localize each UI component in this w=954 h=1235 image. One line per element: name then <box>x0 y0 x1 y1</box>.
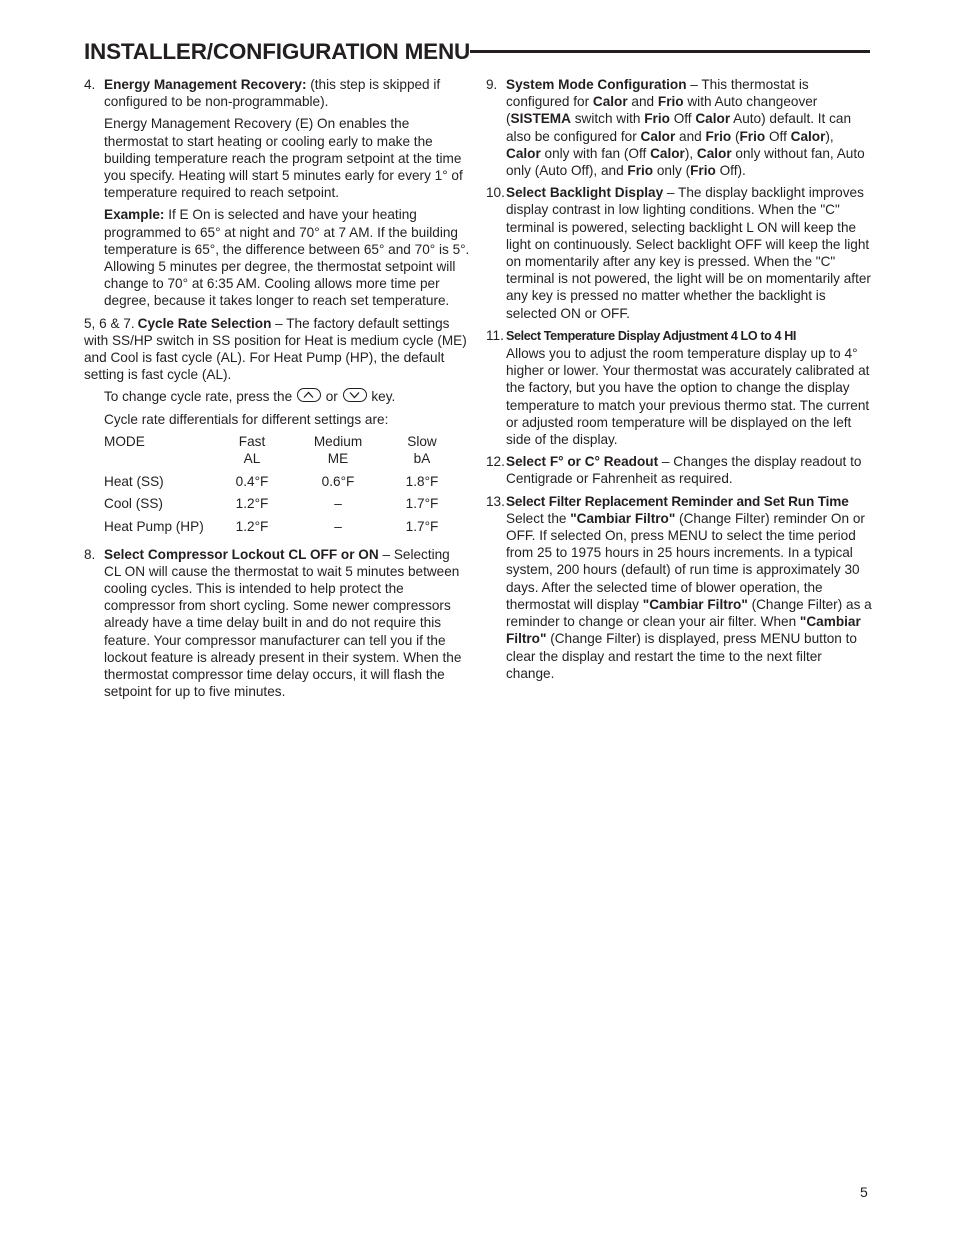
down-arrow-key-icon <box>343 388 367 402</box>
item-heading-paragraph <box>104 76 470 110</box>
item-paragraph <box>506 327 872 448</box>
table-row <box>104 495 470 518</box>
right-column <box>486 76 872 687</box>
item-compressor-lockout <box>84 546 470 701</box>
item-text: – Changes the display readout to Centigrade or Fahrenheit as required. <box>506 454 862 487</box>
table-row <box>104 518 470 541</box>
table-cell: Heat (SS) <box>104 473 164 489</box>
item-title: Select Compressor Lockout CL OFF or ON <box>104 546 379 562</box>
item-number: 5, 6 & 7. <box>84 315 135 331</box>
item-filter-replacement-reminder <box>486 493 872 682</box>
cycle-rate-table <box>104 433 470 541</box>
change-text-post: key. <box>371 389 396 405</box>
item-heading-paragraph <box>84 315 470 384</box>
item-title: Energy Management Recovery: <box>104 77 307 92</box>
table-cell: 1.2°F <box>235 496 269 512</box>
table-cell: 1.8°F <box>405 473 439 489</box>
item-title: Cycle Rate Selection <box>137 315 272 331</box>
item-paragraph <box>506 453 872 487</box>
example-label: Example: <box>104 207 165 223</box>
item-title: Select F° or C° Readout <box>506 454 659 470</box>
item-number: 13. <box>486 493 505 509</box>
left-column <box>84 76 470 705</box>
item-text: – The display backlight improves display contrast in low lighting conditions. When the "C" terminal is powered, selecting backlight L ON will keep the light on continuously. Select backlight OFF will keep the light on momentarily after any key is pressed. When the "C" terminal is not powered, the light will be on momentarily after any key is pressed no matter whether the backlight is selected ON or OFF. <box>506 185 871 321</box>
item-cycle-rate-selection <box>84 315 470 541</box>
item-energy-management-recovery <box>84 76 470 310</box>
item-backlight-display <box>486 184 872 322</box>
item-number: 12. <box>486 454 505 470</box>
table-cell: Cool (SS) <box>104 496 163 512</box>
item-paragraph <box>506 184 872 322</box>
item-title-rest: (this step is skipped if configured to be non-programmable). <box>104 77 441 110</box>
item-body <box>84 388 470 427</box>
item-paragraph: Select Filter Replacement Reminder and Set Run Time Select the "Cambiar Filtro" (Change Filter) reminder On or OFF. If selected On, press MENU to select the time period from 25 to 1975 hours in 25 hours increments. In a typical system, 200 hours (default) of run time is approximately 30 days. After the selected time of blower operation, the thermostat will display "Cambiar Filtro" (Change Filter) as a reminder to change or clean your air filter. When "Cambiar Filtro" (Change Filter) is displayed, press MENU button to clear the display and restart the time to the next filter change. <box>506 493 872 681</box>
table-cell: 1.7°F <box>405 496 439 512</box>
page-header <box>84 38 870 68</box>
item-number: 11. <box>486 327 504 343</box>
item-title: System Mode Configuration <box>506 77 687 92</box>
change-text-pre: To change cycle rate, press the <box>104 389 293 405</box>
table-cell: Heat Pump (HP) <box>104 519 204 535</box>
up-arrow-key-icon <box>297 388 321 402</box>
table-cell: 0.6°F <box>321 473 355 489</box>
table-cell: 1.2°F <box>235 519 269 535</box>
page-number: 5 <box>860 1184 868 1200</box>
item-system-mode-configuration <box>486 76 872 179</box>
differential-paragraph: Cycle rate differentials for different settings are: <box>104 411 389 427</box>
item-temperature-readout <box>486 453 872 487</box>
item-title: Select Backlight Display <box>506 185 664 201</box>
page-title: INSTALLER/CONFIGURATION MENU <box>84 39 471 64</box>
item-text: Allows you to adjust the room temperature display up to 4° higher or lower. Your thermostat was accurately calibrated at the factory, but you have the option to change the display temperature to match your previous thermo stat. The current or adjusted room temperature will be displayed on the left side of the display. <box>506 346 870 448</box>
item-title-rest: – The factory default settings with SS/HP switch in SS position for Heat is medium cycle (ME) and Cool is fast cycle (AL). For Heat Pump (HP), the default setting is fast cycle (AL). <box>84 315 467 383</box>
table-header-cell: Fast AL <box>238 433 266 467</box>
item-title: Select Filter Replacement Reminder and Set Run Time <box>506 493 849 509</box>
table-row <box>104 473 470 496</box>
table-cell: 1.7°F <box>405 519 439 535</box>
table-header-cell: MODE <box>104 433 145 449</box>
item-paragraph: System Mode Configuration – This thermostat is configured for Calor and Frio with Auto changeover (SISTEMA switch with Frio Off Calor Auto) default. It can also be configured for Calor and Frio (Frio Off Calor), Calor only with fan (Off Calor), Calor only without fan, Auto only (Auto Off), and Frio only (Frio Off). <box>506 77 865 179</box>
item-paragraph: Energy Management Recovery (E) On enables the thermostat to start heating or cooling early to make the building temperature reach the program setpoint at the time you specify. Heating will start 5 minutes early for every 1° of temperature required to reach setpoint. <box>104 116 463 201</box>
table-header-cell: Medium ME <box>313 433 363 467</box>
item-title: Select Temperature Display Adjustment 4 LO to 4 HI <box>506 328 797 343</box>
table-header-cell: Slow bA <box>407 433 437 467</box>
example-paragraph <box>104 206 470 309</box>
item-text: – Selecting CL ON will cause the thermostat to wait 5 minutes between cooling cycles. This is intended to help protect the compressor from short cycling. Some newer compressors already have a time delay built in and do not require this feature. Your compressor manufacturer can tell you if the lockout feature is already present in their system. When the thermostat compressor time delay occurs, it will flash the setpoint for up to five minutes. <box>104 546 462 700</box>
item-number: 10. <box>486 185 505 201</box>
item-paragraph <box>104 546 470 701</box>
table-header-row <box>104 433 470 473</box>
change-cycle-paragraph <box>104 388 470 405</box>
item-number: 4. <box>84 77 96 92</box>
change-text-mid: or <box>325 389 338 405</box>
item-number: 9. <box>486 77 498 92</box>
example-text: If E On is selected and have your heating programmed to 65° at night and 70° at 7 AM. If the building temperature is 65°, the difference between 65° and 70° is 5°. Allowing 5 minutes per degree, the thermostat setpoint will change to 70° at 6:35 AM. Cooling allows more time per degree, because it takes longer to reach set temperature. <box>104 207 470 309</box>
item-temperature-display-adjustment <box>486 327 872 448</box>
table-cell: – <box>334 496 342 512</box>
item-number: 8. <box>84 546 96 562</box>
table-cell: – <box>334 519 342 535</box>
table-cell: 0.4°F <box>235 473 269 489</box>
title-rule <box>470 50 870 53</box>
